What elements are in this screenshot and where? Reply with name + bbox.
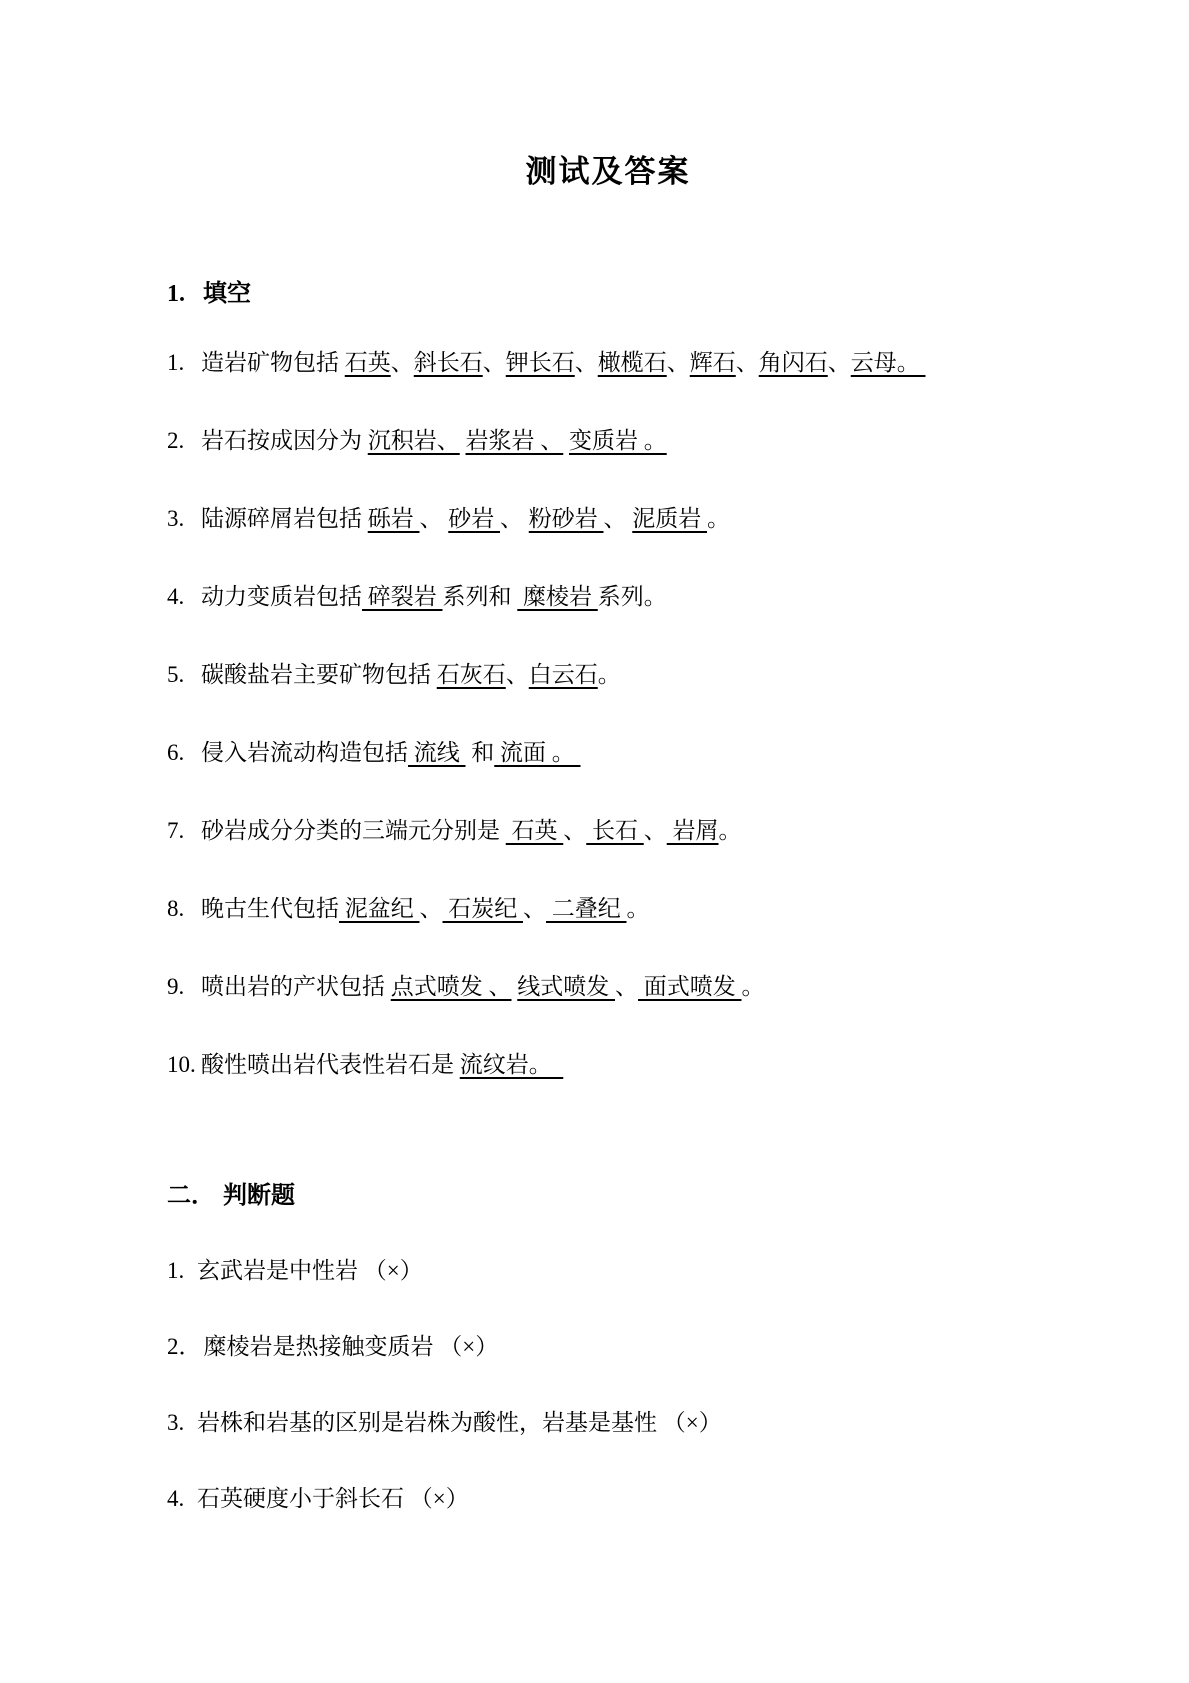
question-item bbox=[167, 970, 1049, 1004]
question-number: 1. bbox=[167, 350, 185, 375]
answer-blank: 二叠纪 bbox=[546, 896, 627, 921]
answer-blank: 线式喷发 bbox=[517, 974, 615, 999]
question-segment: 系列。 bbox=[597, 584, 667, 609]
question-segment: 造岩矿物包括 bbox=[201, 350, 345, 375]
answer-blank: 石英 bbox=[505, 818, 564, 843]
question-segment: 系列和 bbox=[442, 584, 518, 609]
question-segment: 、 bbox=[735, 350, 759, 375]
section-title: 判断题 bbox=[223, 1182, 295, 1209]
question-number: 8. bbox=[167, 896, 185, 921]
section-fill-in-blanks bbox=[167, 280, 1049, 1082]
section-true-false bbox=[167, 1182, 1049, 1516]
section-title: 填空 bbox=[203, 280, 251, 307]
question-segment: 酸性喷出岩代表性岩石是 bbox=[201, 1052, 460, 1077]
question-number: 10. bbox=[167, 1052, 196, 1077]
answer-blank: 泥盆纪 bbox=[339, 896, 420, 921]
question-segment: 、 bbox=[615, 974, 638, 999]
answer-blank: 砂岩 bbox=[448, 506, 500, 531]
answer-blank: 碎裂岩 bbox=[362, 584, 443, 609]
question-item bbox=[167, 736, 1049, 770]
question-text bbox=[201, 580, 667, 614]
question-item bbox=[167, 1254, 1049, 1288]
fill-in-question-list bbox=[167, 346, 1049, 1082]
answer-blank: 岩屑 bbox=[666, 818, 719, 843]
question-number: 2. bbox=[167, 428, 185, 453]
question-text bbox=[201, 1048, 563, 1082]
question-segment: 、 bbox=[482, 350, 506, 375]
answer-blank: 石炭纪 bbox=[442, 896, 523, 921]
question-text bbox=[197, 1406, 722, 1440]
answer-blank: 泥质岩 bbox=[632, 506, 707, 531]
question-segment: 碳酸盐岩主要矿物包括 bbox=[201, 662, 437, 687]
question-number: 2． bbox=[167, 1334, 202, 1359]
question-text bbox=[197, 1254, 423, 1288]
question-text bbox=[201, 814, 742, 848]
question-text bbox=[201, 346, 926, 380]
question-item bbox=[167, 814, 1049, 848]
question-text bbox=[201, 970, 765, 1004]
answer-blank: 石灰石 bbox=[436, 662, 506, 687]
question-text bbox=[201, 502, 730, 536]
true-false-question-list bbox=[167, 1254, 1049, 1516]
question-number: 1. bbox=[167, 1258, 185, 1283]
question-number: 6. bbox=[167, 740, 185, 765]
answer-blank: 砾岩 bbox=[367, 506, 420, 531]
question-segment: 陆源碎屑岩包括 bbox=[201, 506, 368, 531]
question-item bbox=[167, 1406, 1049, 1440]
question-item bbox=[167, 892, 1049, 926]
question-segment: 。 bbox=[707, 506, 730, 531]
answer-blank: 辉石 bbox=[689, 350, 736, 375]
question-segment: 砂岩成分分类的三端元分别是 bbox=[201, 818, 506, 843]
question-number: 5. bbox=[167, 662, 185, 687]
question-segment: 、 bbox=[827, 350, 851, 375]
question-text bbox=[201, 424, 667, 458]
question-segment: 、 bbox=[419, 896, 443, 921]
question-item bbox=[167, 658, 1049, 692]
answer-blank: 钾长石 bbox=[505, 350, 575, 375]
answer-blank: 橄榄石 bbox=[597, 350, 667, 375]
answer-blank: 沉积岩、 bbox=[367, 428, 460, 453]
question-text bbox=[201, 736, 581, 770]
question-segment: 、 bbox=[603, 506, 633, 531]
question-segment: 。 bbox=[597, 662, 621, 687]
answer-blank: 岩浆岩 、 bbox=[465, 428, 564, 453]
question-segment: 、 bbox=[563, 818, 587, 843]
answer-blank: 角闪石 bbox=[758, 350, 828, 375]
question-text bbox=[197, 1482, 469, 1516]
question-number: 3. bbox=[167, 1410, 185, 1435]
section-fill-in-heading bbox=[167, 280, 1049, 308]
question-segment: 、 bbox=[390, 350, 414, 375]
answer-blank: 石英 bbox=[344, 350, 391, 375]
question-segment: 糜棱岩是热接触变质岩 （×） bbox=[203, 1334, 499, 1359]
answer-blank: 变质岩 。 bbox=[569, 428, 667, 453]
question-segment: 玄武岩是中性岩 （×） bbox=[197, 1258, 423, 1283]
section-number: 1. bbox=[167, 281, 185, 307]
question-segment: 晚古生代包括 bbox=[201, 896, 339, 921]
question-item bbox=[167, 424, 1049, 458]
answer-blank: 点式喷发 、 bbox=[390, 974, 512, 999]
question-segment: 。 bbox=[626, 896, 650, 921]
question-item bbox=[167, 1482, 1049, 1516]
question-item bbox=[167, 580, 1049, 614]
question-segment: 、 bbox=[574, 350, 598, 375]
section-true-false-heading bbox=[167, 1182, 1049, 1210]
question-segment: 、 bbox=[643, 818, 667, 843]
question-text bbox=[204, 1330, 499, 1364]
document-title: 测试及答案 bbox=[525, 154, 691, 189]
answer-blank: 流面 。 bbox=[494, 740, 581, 765]
answer-blank: 斜长石 bbox=[413, 350, 483, 375]
question-segment: 动力变质岩包括 bbox=[201, 584, 362, 609]
question-number: 9. bbox=[167, 974, 185, 999]
question-text bbox=[201, 658, 621, 692]
question-segment: 石英硬度小于斜长石 （×） bbox=[197, 1486, 469, 1511]
question-item bbox=[167, 1330, 1049, 1364]
question-number: 4. bbox=[167, 584, 185, 609]
question-number: 3. bbox=[167, 506, 185, 531]
question-item bbox=[167, 346, 1049, 380]
question-item bbox=[167, 1048, 1049, 1082]
question-segment: 、 bbox=[523, 896, 546, 921]
answer-blank: 糜棱岩 bbox=[517, 584, 598, 609]
question-number: 4. bbox=[167, 1486, 185, 1511]
question-item bbox=[167, 502, 1049, 536]
question-segment: 、 bbox=[500, 506, 529, 531]
question-number: 7. bbox=[167, 818, 185, 843]
question-segment: 、 bbox=[505, 662, 529, 687]
question-text bbox=[201, 892, 650, 926]
question-segment: 岩株和岩基的区别是岩株为酸性，岩基是基性 （×） bbox=[197, 1410, 722, 1435]
question-segment: 。 bbox=[741, 974, 765, 999]
question-segment: 、 bbox=[666, 350, 690, 375]
answer-blank: 云母。 bbox=[850, 350, 926, 375]
question-segment: 喷出岩的产状包括 bbox=[201, 974, 391, 999]
answer-blank: 流纹岩。 bbox=[459, 1052, 564, 1077]
question-segment: 岩石按成因分为 bbox=[201, 428, 368, 453]
question-segment: 和 bbox=[465, 740, 495, 765]
answer-blank: 长石 bbox=[586, 818, 644, 843]
answer-blank: 粉砂岩 bbox=[528, 506, 604, 531]
answer-blank: 流线 bbox=[408, 740, 466, 765]
question-segment: 。 bbox=[718, 818, 742, 843]
question-segment: 、 bbox=[419, 506, 449, 531]
section-number: 二． bbox=[167, 1182, 215, 1209]
answer-blank: 白云石 bbox=[528, 662, 598, 687]
question-segment: 侵入岩流动构造包括 bbox=[201, 740, 408, 765]
answer-blank: 面式喷发 bbox=[638, 974, 742, 999]
